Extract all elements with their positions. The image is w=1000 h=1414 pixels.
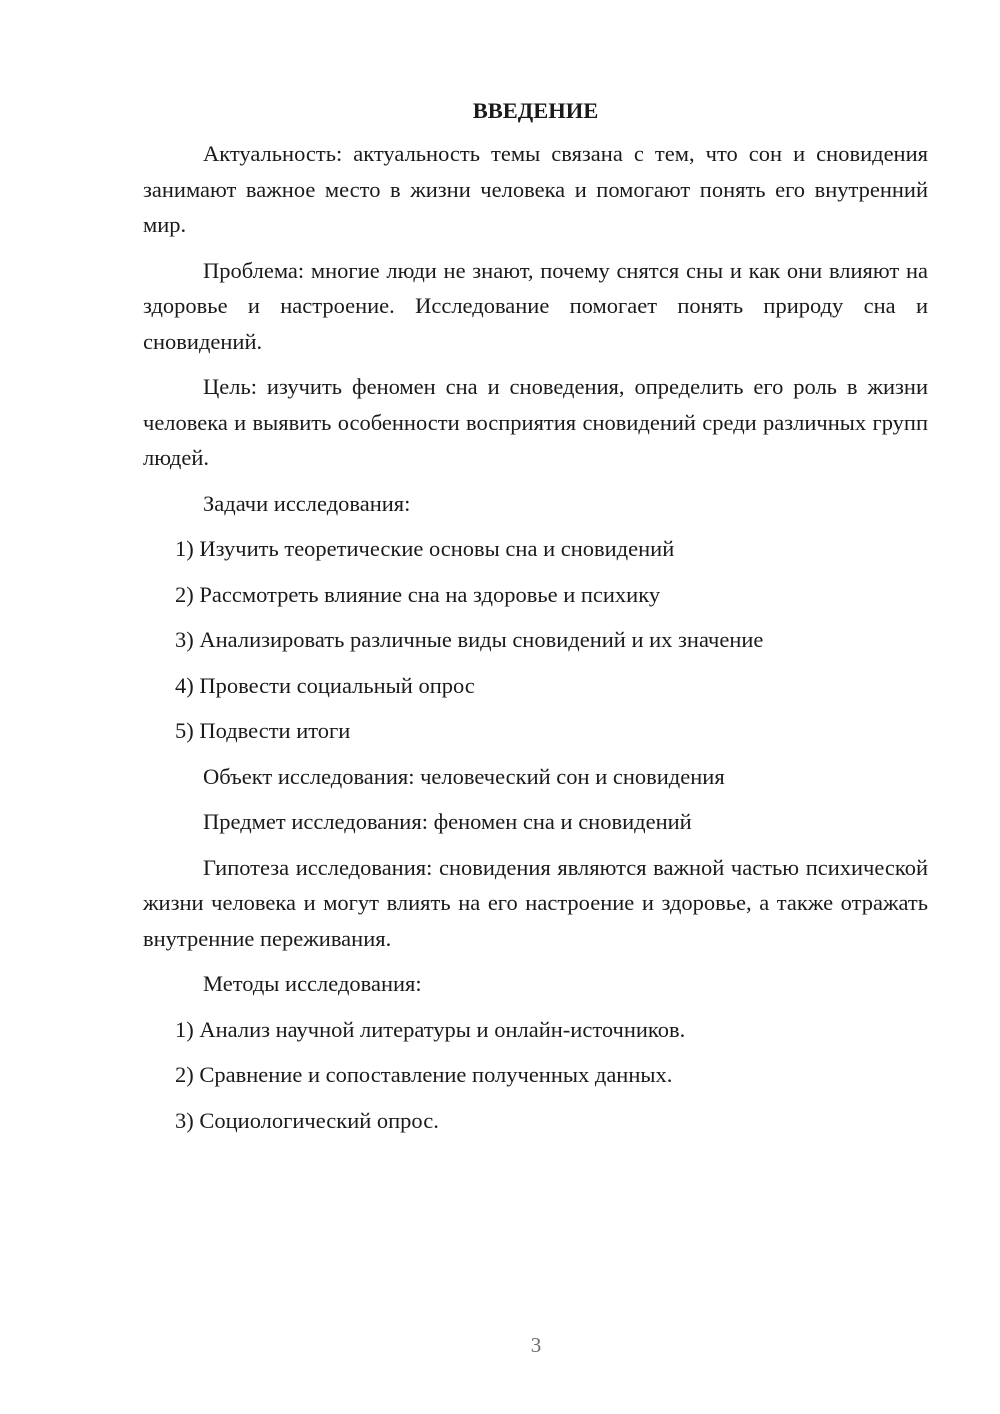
list-item: 2) Рассмотреть влияние сна на здоровье и психику <box>175 581 661 607</box>
list-item: 3) Анализировать различные виды сновидений и их значение <box>175 627 764 652</box>
tasks-heading: Задачи исследования: <box>203 490 411 516</box>
document-page <box>143 96 928 1148</box>
list-item: 5) Подвести итоги <box>175 718 351 743</box>
list-item: 2) Сравнение и сопоставление полученных данных. <box>175 1062 673 1087</box>
list-item: 4) Провести социальный опрос <box>175 672 475 698</box>
list-item: 3) Социологический опрос. <box>175 1107 439 1133</box>
problem-paragraph: Проблема: многие люди не знают, почему снятся сны и как они влияют на здоровье и настроение. Исследование помогает понять природу сна и сновидений. <box>143 257 928 354</box>
page-title: ВВЕДЕНИЕ <box>472 98 599 123</box>
list-item: 1) Изучить теоретические основы сна и сновидений <box>175 536 675 561</box>
page-number: 3 <box>530 1333 542 1357</box>
hypothesis-paragraph: Гипотеза исследования: сновидения являются важной частью психической жизни человека и могут влиять на его настроение и здоровье, а также отражать внутренние переживания. <box>143 854 928 951</box>
object-line: Объект исследования: человеческий сон и сновидения <box>203 763 725 789</box>
methods-list <box>143 1012 928 1139</box>
methods-heading: Методы исследования: <box>203 971 422 996</box>
list-item: 1) Анализ научной литературы и онлайн-источников. <box>175 1016 686 1042</box>
goal-paragraph: Цель: изучить феномен сна и сноведения, определить его роль в жизни человека и выявить особенности восприятия сновидений среди различных групп людей. <box>143 374 928 470</box>
tasks-list <box>143 531 928 749</box>
relevance-paragraph: Актуальность: актуальность темы связана с тем, что сон и сновидения занимают важное место в жизни человека и помогают понять его внутренний мир. <box>143 141 928 237</box>
subject-line: Предмет исследования: феномен сна и сновидений <box>203 809 692 834</box>
